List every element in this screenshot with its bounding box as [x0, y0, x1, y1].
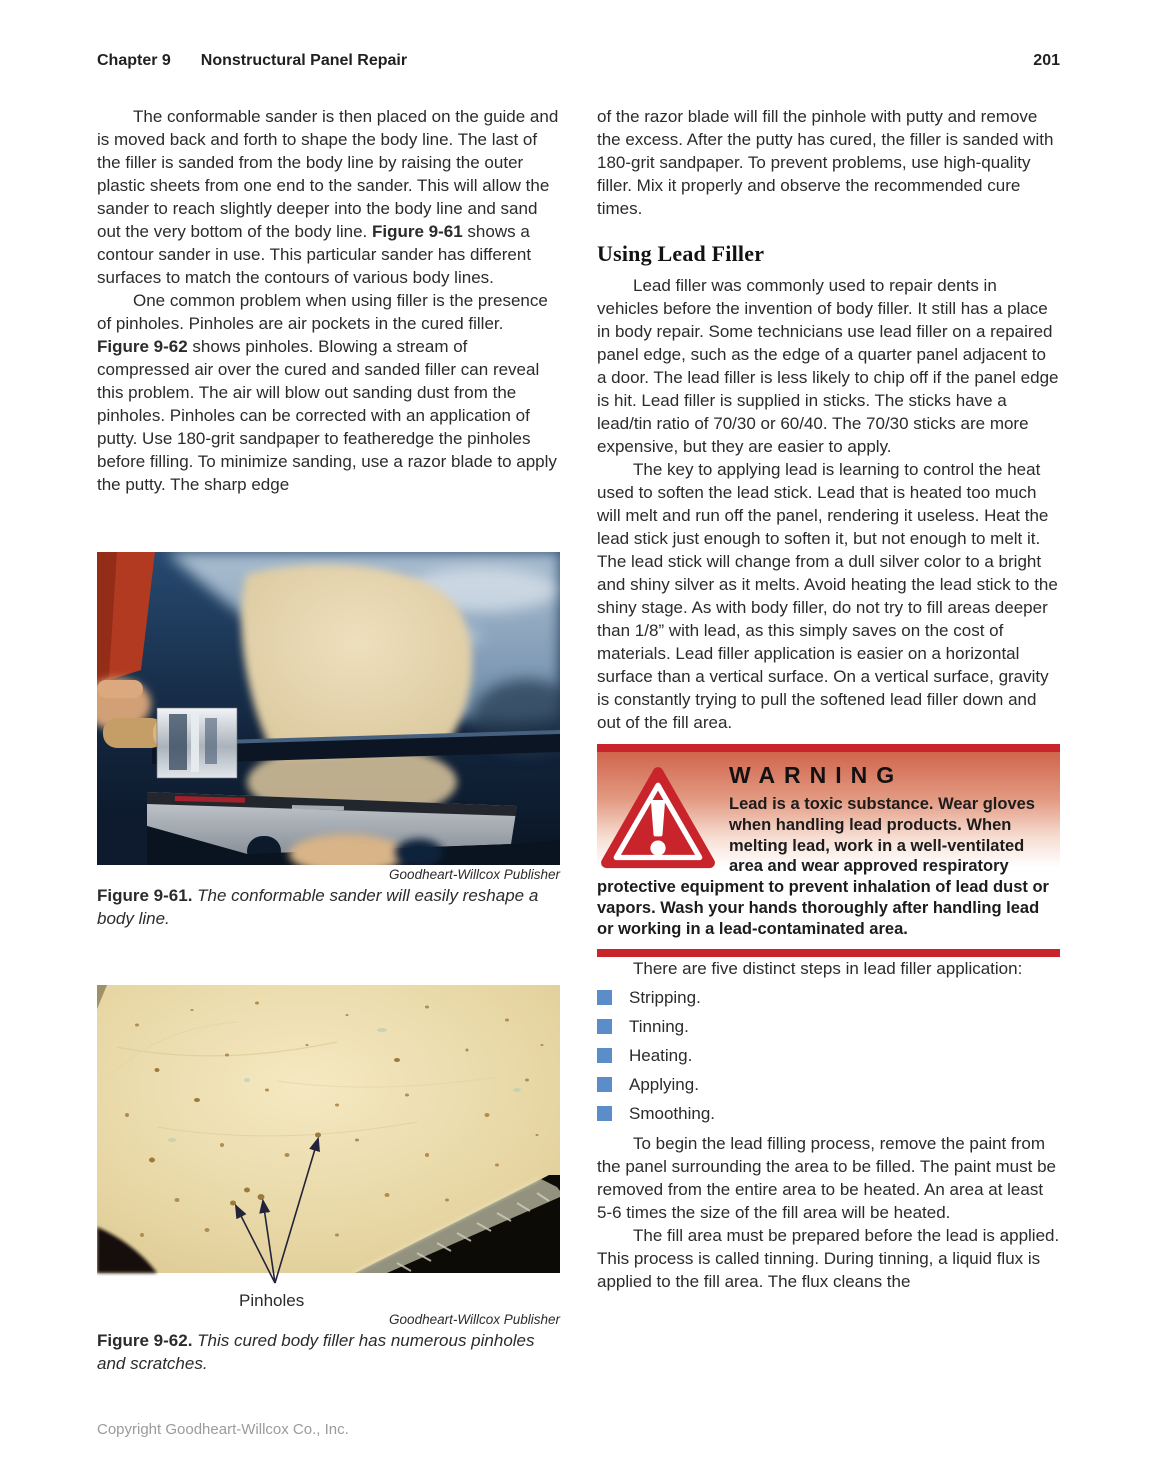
- list-item-label: Applying.: [629, 1074, 699, 1094]
- paragraph-heat-control: The key to applying lead is learning to control the heat used to soften the lead stick. Lead that is heated too much will melt and run off the panel, rendering it useless. Heat the lead stick just enough to soften it, but not enough to melt it. The lead stick will change from a dull silver color to a bright and shiny silver as it melts. Avoid heating the lead stick to the shiny stage. As with body filler, do not try to fill areas deeper than 1/8” with lead, as this simply saves on the cost of materials. Lead filler application is easier on a horizontal surface than a vertical surface. On a vertical surface, gravity is constantly trying to pull the softened lead filler down and out of the fill area.: [597, 460, 1058, 732]
- lead-filler-steps-list: [597, 987, 1060, 1125]
- paragraph-lead-history: Lead filler was commonly used to repair dents in vehicles before the invention of body filler. It still has a place in body repair. Some technicians use lead filler on a repaired panel edge, such as the edge of a quarter panel adjacent to a door. The lead filler is less likely to chip off if the panel edge is hit. Lead filler is supplied in sticks. The sticks have a lead/tin ratio of 70/30 or 60/40. The 70/30 sticks are more expensive, but they are easier to apply.: [597, 276, 1059, 456]
- square-bullet-icon: [597, 1077, 612, 1092]
- right-column: [597, 105, 1060, 1293]
- square-bullet-icon: [597, 1019, 612, 1034]
- section-heading-using-lead-filler: Using Lead Filler: [597, 241, 765, 266]
- paragraph-conformable-sander: [97, 105, 560, 289]
- pinholes-annotation: Pinholes: [239, 1291, 305, 1310]
- figure-9-62-reference: Figure 9-62: [97, 337, 188, 356]
- para2-after: shows pinholes. Blowing a stream of compressed air over the cured and sanded filler can reveal this problem. The air will blow out sanding dust from the pinholes. Pinholes can be corrected with an application of putty. Use 180-grit sandpaper to featheredge the pinholes before filling. To minimize sanding, use a razor blade to apply the putty. The sharp edge: [97, 337, 557, 494]
- warning-body: [597, 752, 1060, 949]
- figure-9-62-caption-label: Figure 9-62.: [97, 1331, 193, 1350]
- list-item-label: Stripping.: [629, 987, 701, 1007]
- warning-text: Lead is a toxic substance. Wear gloves when handling lead products. When melting lead, work in a well-ventilated area and wear approved respiratory protective equipment to prevent inhalation of lead dust or vapors. Wash your hands thoroughly after handling lead or working in a lead-contaminated area.: [597, 795, 1049, 938]
- square-bullet-icon: [597, 990, 612, 1005]
- figure-9-61-photo: [97, 552, 560, 865]
- para1-before: The conformable sander is then placed on the guide and is moved back and forth to shape the body line. The last of the filler is sanded from the body line by raising the outer plastic sheets from one end to the sander. This will allow the sander to reach slightly deeper into the body line and sand out the very bottom of the body line.: [97, 107, 559, 241]
- list-item-smoothing: [597, 1103, 1060, 1125]
- figure-9-61-caption-text: The conformable sander will easily reshape a body line.: [97, 886, 539, 928]
- paragraph-pinholes: [97, 289, 560, 496]
- para1-after: shows a contour sander in use. This particular sander has different surfaces to match the contours of various body lines.: [97, 222, 532, 287]
- figure-9-61-credit: Goodheart-Willcox Publisher: [389, 867, 560, 882]
- figure-9-62: [97, 985, 560, 1375]
- square-bullet-icon: [597, 1048, 612, 1063]
- figure-9-62-credit: Goodheart-Willcox Publisher: [389, 1312, 560, 1327]
- warning-box: [597, 744, 1060, 957]
- figure-9-61: [97, 552, 560, 930]
- figure-9-62-photo: [97, 985, 560, 1291]
- page-number: 201: [1033, 52, 1060, 69]
- chapter-label: Chapter 9: [97, 52, 171, 69]
- paragraph-razor-blade: of the razor blade will fill the pinhole with putty and remove the excess. After the putty has cured, the filler is sanded with 180-grit sandpaper. To prevent problems, use high-quality filler. Mix it properly and observe the recommended cure times.: [597, 107, 1054, 218]
- list-item-stripping: [597, 987, 1060, 1009]
- figure-9-62-caption-text: This cured body filler has numerous pinholes and scratches.: [97, 1331, 535, 1373]
- square-bullet-icon: [597, 1106, 612, 1121]
- list-item-applying: [597, 1074, 1060, 1096]
- figure-9-61-caption: [97, 884, 560, 930]
- copyright-notice: Copyright Goodheart-Willcox Co., Inc.: [97, 1421, 349, 1438]
- warning-triangle-icon: [599, 763, 717, 871]
- paragraph-begin-process: To begin the lead filling process, remove the paint from the panel surrounding the area to be filled. The paint must be removed from the entire area to be heated. An area at least 5-6 times the size of the fill area will be heated.: [597, 1133, 1056, 1222]
- list-item-label: Tinning.: [629, 1016, 689, 1036]
- list-item-label: Heating.: [629, 1045, 693, 1065]
- figure-9-61-reference: Figure 9-61: [372, 222, 463, 241]
- figure-9-61-caption-label: Figure 9-61.: [97, 886, 193, 905]
- para2-before: One common problem when using filler is the presence of pinholes. Pinholes are air pockets in the cured filler.: [97, 291, 548, 333]
- left-column: [97, 105, 560, 1375]
- figure-9-62-caption: [97, 1329, 560, 1375]
- chapter-title: Nonstructural Panel Repair: [200, 52, 408, 69]
- paragraph-fill-area: The fill area must be prepared before the lead is applied. This process is called tinning. During tinning, a liquid flux is applied to the fill area. The flux cleans the: [597, 1225, 1060, 1291]
- warning-bottom-bar: [597, 949, 1060, 957]
- list-item-label: Smoothing.: [629, 1103, 715, 1123]
- steps-intro: There are five distinct steps in lead filler application:: [633, 958, 1023, 978]
- warning-top-bar: [597, 744, 1060, 752]
- warning-title: WARNING: [729, 762, 904, 788]
- list-item-heating: [597, 1045, 1060, 1067]
- list-item-tinning: [597, 1016, 1060, 1038]
- running-head: [97, 52, 407, 70]
